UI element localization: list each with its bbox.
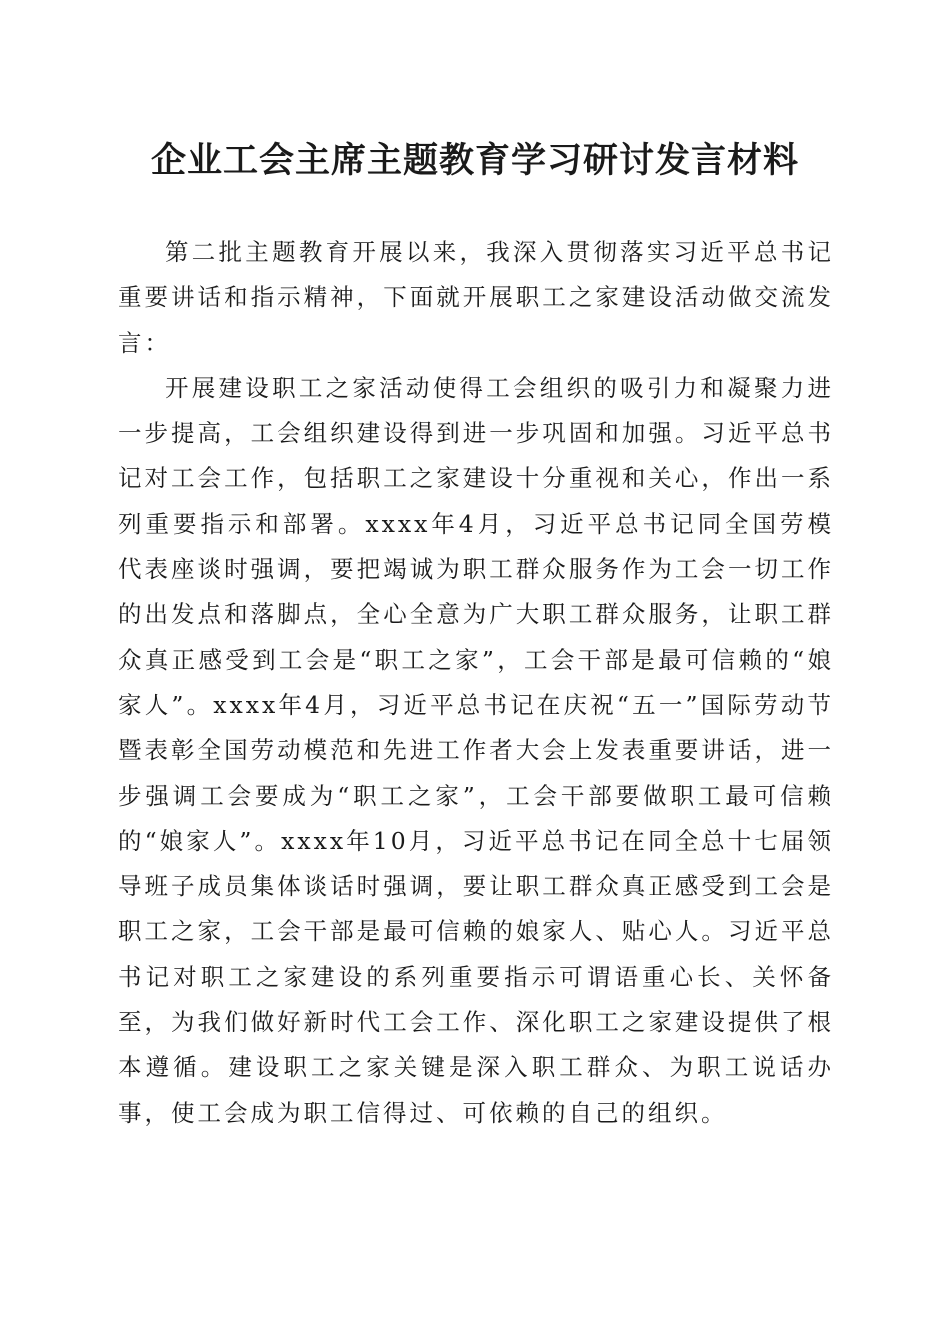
document-body: [118, 230, 834, 1136]
document-title: 企业工会主席主题教育学习研讨发言材料: [150, 140, 799, 181]
paragraph-intro: 第二批主题教育开展以来，我深入贯彻落实习近平总书记重要讲话和指示精神，下面就开展职工之家建设活动做交流发言：: [118, 238, 834, 357]
paragraph-main: 开展建设职工之家活动使得工会组织的吸引力和凝聚力进一步提高，工会组织建设得到进一步巩固和加强。习近平总书记对工会工作，包括职工之家建设十分重视和关心，作出一系列重要指示和部署。xxxx年4月，习近平总书记同全国劳模代表座谈时强调，要把竭诚为职工群众服务作为工会一切工作的出发点和落脚点，全心全意为广大职工群众服务，让职工群众真正感受到工会是“职工之家”，工会干部是最可信赖的“娘家人”。xxxx年4月，习近平总书记在庆祝“五一”国际劳动节暨表彰全国劳动模范和先进工作者大会上发表重要讲话，进一步强调工会要成为“职工之家”，工会干部要做职工最可信赖的“娘家人”。xxxx年10月，习近平总书记在同全总十七届领导班子成员集体谈话时强调，要让职工群众真正感受到工会是职工之家，工会干部是最可信赖的娘家人、贴心人。习近平总书记对职工之家建设的系列重要指示可谓语重心长、关怀备至，为我们做好新时代工会工作、深化职工之家建设提供了根本遵循。建设职工之家关键是深入职工群众、为职工说话办事，使工会成为职工信得过、可依赖的自己的组织。: [118, 373, 834, 1127]
